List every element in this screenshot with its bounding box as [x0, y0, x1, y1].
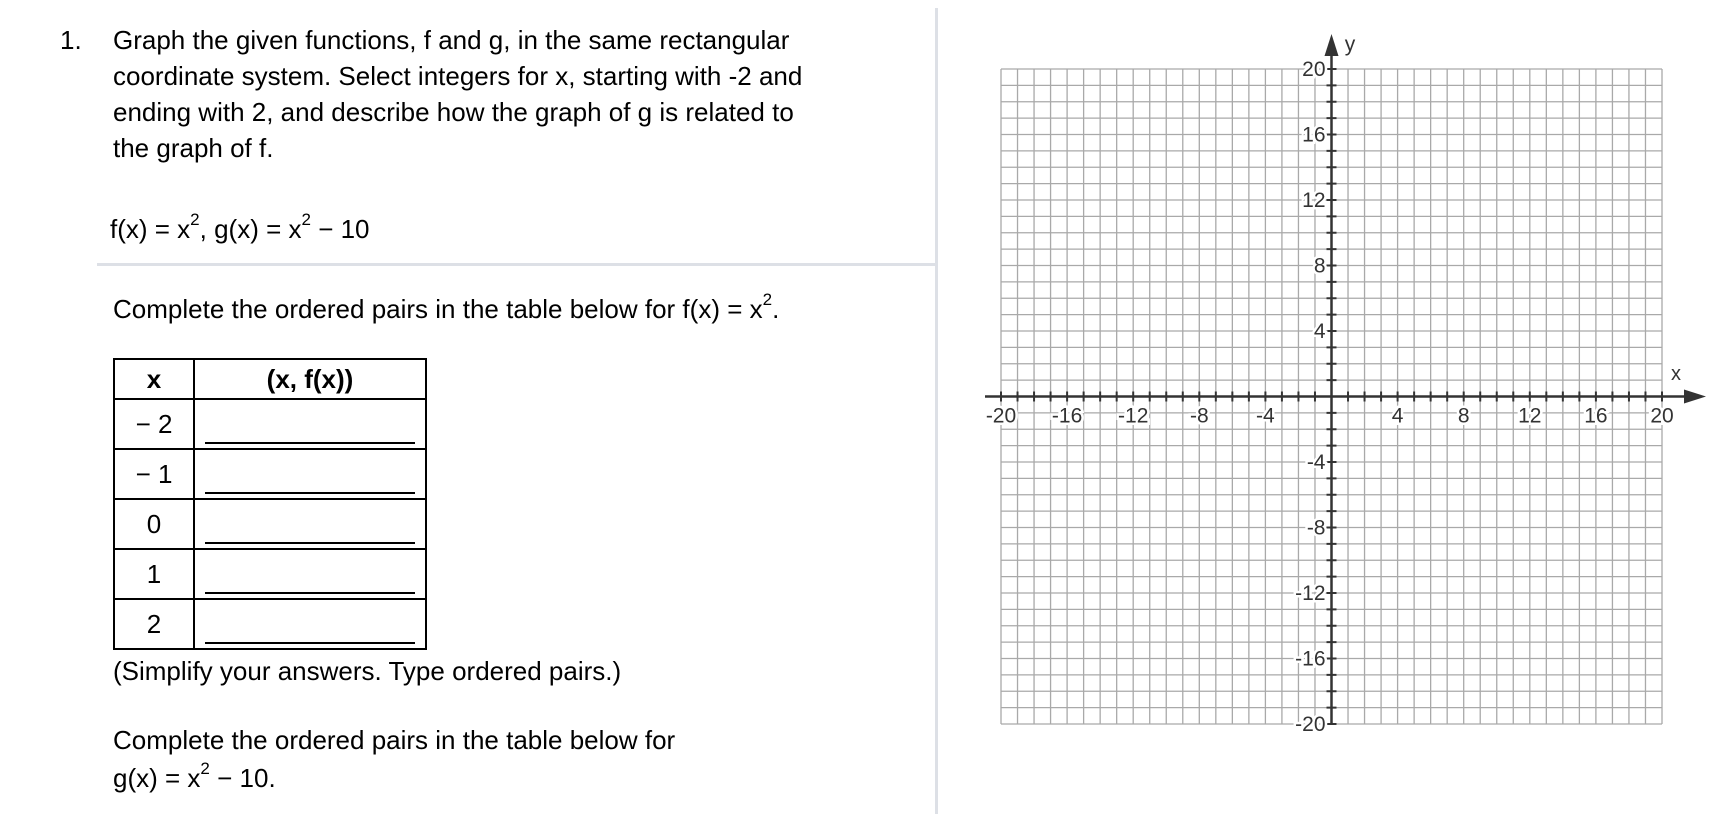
x-tick-label: 16 [1584, 404, 1608, 428]
y-tick-label: -16 [1295, 647, 1326, 671]
x-tick-label: 8 [1457, 404, 1470, 428]
y-axis-label: y [1344, 33, 1356, 56]
x-tick-label: -12 [1118, 404, 1149, 428]
table2-instruction-line: Complete the ordered pairs in the table below for [113, 725, 676, 755]
prompt-line: coordinate system. Select integers for x, starting with -2 and [113, 61, 803, 91]
table2-function-end: − 10. [209, 763, 276, 793]
x-value-cell: 0 [114, 499, 194, 549]
table1-exponent: 2 [762, 290, 773, 310]
g-exponent: 2 [301, 210, 311, 230]
header-pair: (x, f(x)) [194, 359, 426, 399]
question-number: 1. [60, 25, 82, 55]
x-tick-label: -8 [1189, 404, 1209, 428]
prompt-line: Graph the given functions, f and g, in the same rectangular [113, 25, 790, 55]
x-value-cell: 1 [114, 549, 194, 599]
y-tick-label: -8 [1306, 516, 1326, 540]
y-tick-label: 4 [1313, 320, 1326, 343]
y-tick-label: -20 [1295, 713, 1326, 736]
y-tick-label: -4 [1306, 451, 1326, 474]
y-tick-label: 8 [1313, 254, 1326, 278]
f-definition: f(x) = x [110, 214, 191, 244]
table2-exponent: 2 [200, 759, 210, 779]
x-axis-arrow-icon [1684, 390, 1706, 404]
x-value-cell: − 1 [114, 449, 194, 499]
header-x: x [114, 359, 194, 399]
x-tick-label: -16 [1051, 404, 1083, 428]
x-tick-label: 4 [1391, 404, 1404, 428]
table1-hint: (Simplify your answers. Type ordered pairs.) [113, 656, 622, 686]
g-definition: , g(x) = x [199, 214, 302, 244]
x-value-cell: − 2 [114, 399, 194, 449]
y-tick-label: 20 [1302, 58, 1326, 81]
y-tick-label: -12 [1295, 582, 1326, 605]
f-exponent: 2 [190, 210, 200, 230]
x-tick-label: 20 [1650, 404, 1674, 428]
y-tick-label: 16 [1302, 123, 1326, 147]
table2-function: g(x) = x [113, 763, 201, 793]
x-axis-label: x [1671, 363, 1681, 385]
y-tick-label: 12 [1302, 189, 1326, 212]
x-value-cell: 2 [114, 599, 194, 649]
x-tick-label: -4 [1256, 404, 1275, 428]
x-tick-label: 12 [1518, 404, 1542, 428]
table1-instruction-end: . [772, 294, 780, 324]
g-constant: − 10 [310, 214, 370, 244]
y-axis-arrow-icon [1325, 34, 1339, 56]
x-tick-label: -20 [985, 404, 1017, 428]
tick-labels [986, 33, 1681, 736]
prompt-line: ending with 2, and describe how the graph of g is related to [113, 97, 794, 127]
prompt-line: the graph of f. [113, 133, 274, 163]
table1-instruction-text: Complete the ordered pairs in the table below for f(x) = x [113, 294, 763, 324]
axes [985, 34, 1706, 724]
